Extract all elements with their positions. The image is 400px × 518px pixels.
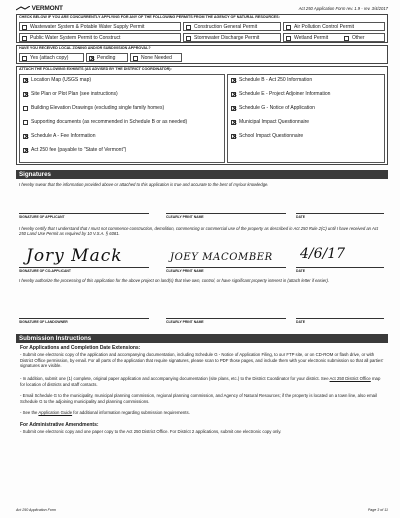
attach-schedule-e-label: Schedule E - Project Adjoiner Information — [239, 91, 331, 97]
zoning-none[interactable] — [133, 55, 172, 61]
permit-air-checkbox[interactable] — [286, 25, 291, 30]
applicant-signature-line[interactable] — [19, 213, 149, 214]
district-office-link[interactable]: Act 250 District Office — [329, 376, 371, 381]
instructions-heading-amendments: For Administrative Amendments: — [20, 422, 99, 428]
attach-schedule-e-checkbox[interactable] — [231, 92, 236, 97]
co-applicant-date-value: 4/6/17 — [300, 246, 346, 262]
permit-wastewater[interactable] — [22, 24, 144, 30]
zoning-yes-label: Yes (attach copy) — [30, 55, 69, 61]
attach-location-map-checkbox[interactable] — [23, 78, 28, 83]
co-applicant-print-line[interactable] — [166, 267, 286, 268]
attach-section — [16, 66, 388, 165]
attach-municipal-label: Municipal Impact Questionnaire — [239, 119, 310, 125]
instructions-item-guide-text-a: - See the — [20, 410, 39, 415]
vermont-logo — [16, 5, 63, 12]
attach-heading: ATTACH THE FOLLOWING EXHIBITS (AS ADVISED BY THE DISTRICT COORDINATOR): — [19, 67, 172, 71]
permit-stormwater[interactable] — [186, 35, 259, 41]
zoning-yes-checkbox[interactable] — [22, 56, 27, 61]
attach-elevation-label: Building Elevation Drawings (excluding single family homes) — [31, 105, 165, 111]
attach-site-plan-checkbox[interactable] — [23, 92, 28, 97]
attach-schedule-g-label: Schedule G - Notice of Application — [239, 105, 315, 111]
attach-supporting-checkbox[interactable] — [23, 120, 28, 125]
attach-site-plan[interactable] — [23, 91, 118, 97]
permit-public-water-label: Public Water System Permit to Construct — [30, 35, 121, 41]
instructions-item-guide — [20, 410, 384, 416]
attach-municipal[interactable] — [231, 119, 309, 125]
attach-schedule-b-checkbox[interactable] — [231, 78, 236, 83]
co-applicant-print-label: CLEARLY PRINT NAME — [166, 269, 204, 273]
landowner-date-line[interactable] — [296, 318, 384, 319]
authorize-text: I hereby authorize the processing of this application for the above project on land(s) that I/we own, control, or have significant property interest in (attach letter if easier). — [19, 278, 330, 283]
permit-air-label: Air Pollution Control Permit — [294, 24, 355, 30]
application-guide-link[interactable]: Application Guide — [38, 410, 73, 415]
attach-elevation-checkbox[interactable] — [23, 106, 28, 111]
zoning-section — [16, 45, 388, 64]
zoning-heading: HAVE YOU RECEIVED LOCAL ZONING AND/OR SUBDIVISION APPROVAL? — [19, 46, 151, 50]
attach-site-plan-label: Site Plan or Plot Plan (see instructions) — [31, 91, 118, 97]
permit-other-label: Other — [352, 35, 365, 41]
zoning-yes[interactable] — [22, 55, 68, 61]
attach-supporting[interactable] — [23, 119, 187, 125]
attach-schedule-e[interactable] — [231, 91, 330, 97]
permit-construction[interactable] — [186, 24, 257, 30]
applicant-date-label: DATE — [296, 215, 305, 219]
landowner-print-label: CLEARLY PRINT NAME — [166, 320, 204, 324]
instructions-item-paper-text-a: - In addition, submit one (1) complete, original paper application and accompanying documentation (site plans, etc.) to the District Coordinator for your district. See — [20, 376, 330, 381]
zoning-none-label: None Needed — [141, 55, 172, 61]
permit-air[interactable] — [286, 24, 354, 30]
permit-construction-label: Construction General Permit — [194, 24, 258, 30]
attach-supporting-label: Supporting documents (as recommended in Schedule B or as needed) — [31, 119, 188, 125]
applicant-print-label: CLEARLY PRINT NAME — [166, 215, 204, 219]
vermont-logo-icon — [16, 6, 30, 11]
co-applicant-signature-line[interactable] — [19, 267, 149, 268]
permit-wetland-checkbox[interactable] — [286, 36, 291, 41]
permit-construction-checkbox[interactable] — [186, 25, 191, 30]
permits-section — [16, 14, 388, 43]
applicant-signature-label: SIGNATURE OF APPLICANT — [19, 215, 65, 219]
instructions-title: Submission Instructions — [16, 334, 388, 343]
landowner-signature-line[interactable] — [19, 318, 149, 319]
permit-wastewater-label: Wastewater System & Potable Water Supply Permit — [30, 24, 145, 30]
logo-text: VERMONT — [31, 5, 63, 12]
permit-wetland-label: Wetland Permit — [294, 35, 329, 41]
permit-public-water[interactable] — [22, 35, 120, 41]
attach-schedule-g[interactable] — [231, 105, 315, 111]
attach-location-map-label: Location Map (USGS map) — [31, 77, 92, 83]
permit-stormwater-label: Stormwater Discharge Permit — [194, 35, 260, 41]
attach-schedule-a[interactable] — [23, 133, 95, 139]
applicant-print-line[interactable] — [166, 213, 286, 214]
permit-wastewater-checkbox[interactable] — [22, 25, 27, 30]
permit-other[interactable] — [344, 35, 365, 41]
applicant-date-line[interactable] — [296, 213, 384, 214]
attach-municipal-checkbox[interactable] — [231, 120, 236, 125]
permit-stormwater-checkbox[interactable] — [186, 36, 191, 41]
landowner-signature-label: SIGNATURE OF LANDOWNER — [19, 320, 68, 324]
attach-schedule-g-checkbox[interactable] — [231, 106, 236, 111]
zoning-pending-checkbox[interactable] — [89, 56, 94, 61]
attach-elevation[interactable] — [23, 105, 164, 111]
zoning-pending-label: Pending — [97, 55, 116, 61]
attach-schedule-b-label: Schedule B - Act 250 Information — [239, 77, 313, 83]
instructions-item-guide-text-b: for additional information regarding submission requirements. — [72, 410, 190, 415]
signatures-title: Signatures — [16, 170, 388, 179]
page-header — [16, 5, 388, 14]
instructions-item-schedule-g: - Email Schedule G to the municipality, municipal planning commission, regional planning commission, and Agency of Natural Resources; if the property is located on a town line, also email Schedule G to the adjoining municipality and planning commissions. — [20, 393, 377, 404]
permit-wetland[interactable] — [286, 35, 328, 41]
co-applicant-signature: Jory Mack — [26, 246, 123, 266]
co-applicant-date-line[interactable] — [296, 267, 384, 268]
attach-fee-checkbox[interactable] — [23, 148, 28, 153]
permit-public-water-checkbox[interactable] — [22, 36, 27, 41]
zoning-pending[interactable] — [89, 55, 115, 61]
co-applicant-signature-label: SIGNATURE OF CO-APPLICANT — [19, 269, 71, 273]
attach-location-map[interactable] — [23, 77, 91, 83]
footer-form-name: Act 250 Application Form — [16, 508, 57, 512]
attach-school-label: School Impact Questionnaire — [239, 133, 304, 139]
zoning-none-checkbox[interactable] — [133, 56, 138, 61]
co-applicant-print-value: JOEY MACOMBER — [170, 252, 273, 263]
attach-schedule-a-label: Schedule A - Fee Information — [31, 133, 96, 139]
form-version: Act 250 Application Form rev. 1.9 - rev. 3/4/2017 — [298, 6, 388, 11]
instructions-heading-applications: For Applications and Completion Date Extensions: — [20, 345, 141, 351]
instructions-item-electronic: - Submit one electronic copy of the application and accompanying documentation, including Schedule G - Notice of Application Filing, to our FTP site, or on CD-ROM or flash drive, or with District Office permission, by email. For all parts of the application that require signatures, please scan to PDF those pages, and include them with your electronic submission so that all parties' signatures are visible. — [20, 352, 384, 369]
landowner-print-line[interactable] — [166, 318, 286, 319]
landowner-date-label: DATE — [296, 320, 305, 324]
attach-fee[interactable] — [23, 147, 126, 153]
attach-school-checkbox[interactable] — [231, 134, 236, 139]
permits-heading: CHECK BELOW IF YOU ARE CONCURRENTLY APPLYING FOR ANY OF THE FOLLOWING PERMITS FROM THE AGENCY OF NATURAL RESOURCES: — [19, 15, 280, 19]
attach-fee-label: Act 250 fee (payable to "State of Vermont") — [31, 147, 127, 153]
attach-schedule-a-checkbox[interactable] — [23, 134, 28, 139]
permit-other-checkbox[interactable] — [344, 36, 349, 41]
attach-school[interactable] — [231, 133, 303, 139]
certify-text: I hereby certify that I understand that I must not commence construction, demolition, commencing or commercial use of the property as described in Act 250 Rule 2(C) until I have received an Act 250 Land Use Permit as required by 10 V.S.A. § 6081. — [19, 226, 379, 237]
footer-page-number: Page 3 of 11 — [367, 508, 388, 512]
co-applicant-date-label: DATE — [296, 269, 305, 273]
attach-schedule-b[interactable] — [231, 77, 312, 83]
instructions-item-paper — [20, 376, 384, 387]
instructions-item-amendments: - Submit one electronic copy and one paper copy to the Act 250 District Office. For District 2 applications, submit one electronic copy only. — [20, 429, 282, 434]
swear-text: I hereby swear that the information provided above or attached to this application is true and accurate to the best of my/our knowledge. — [19, 182, 269, 187]
instructions-item-paper-text-b: map for location of districts and staff contacts. — [20, 376, 381, 387]
